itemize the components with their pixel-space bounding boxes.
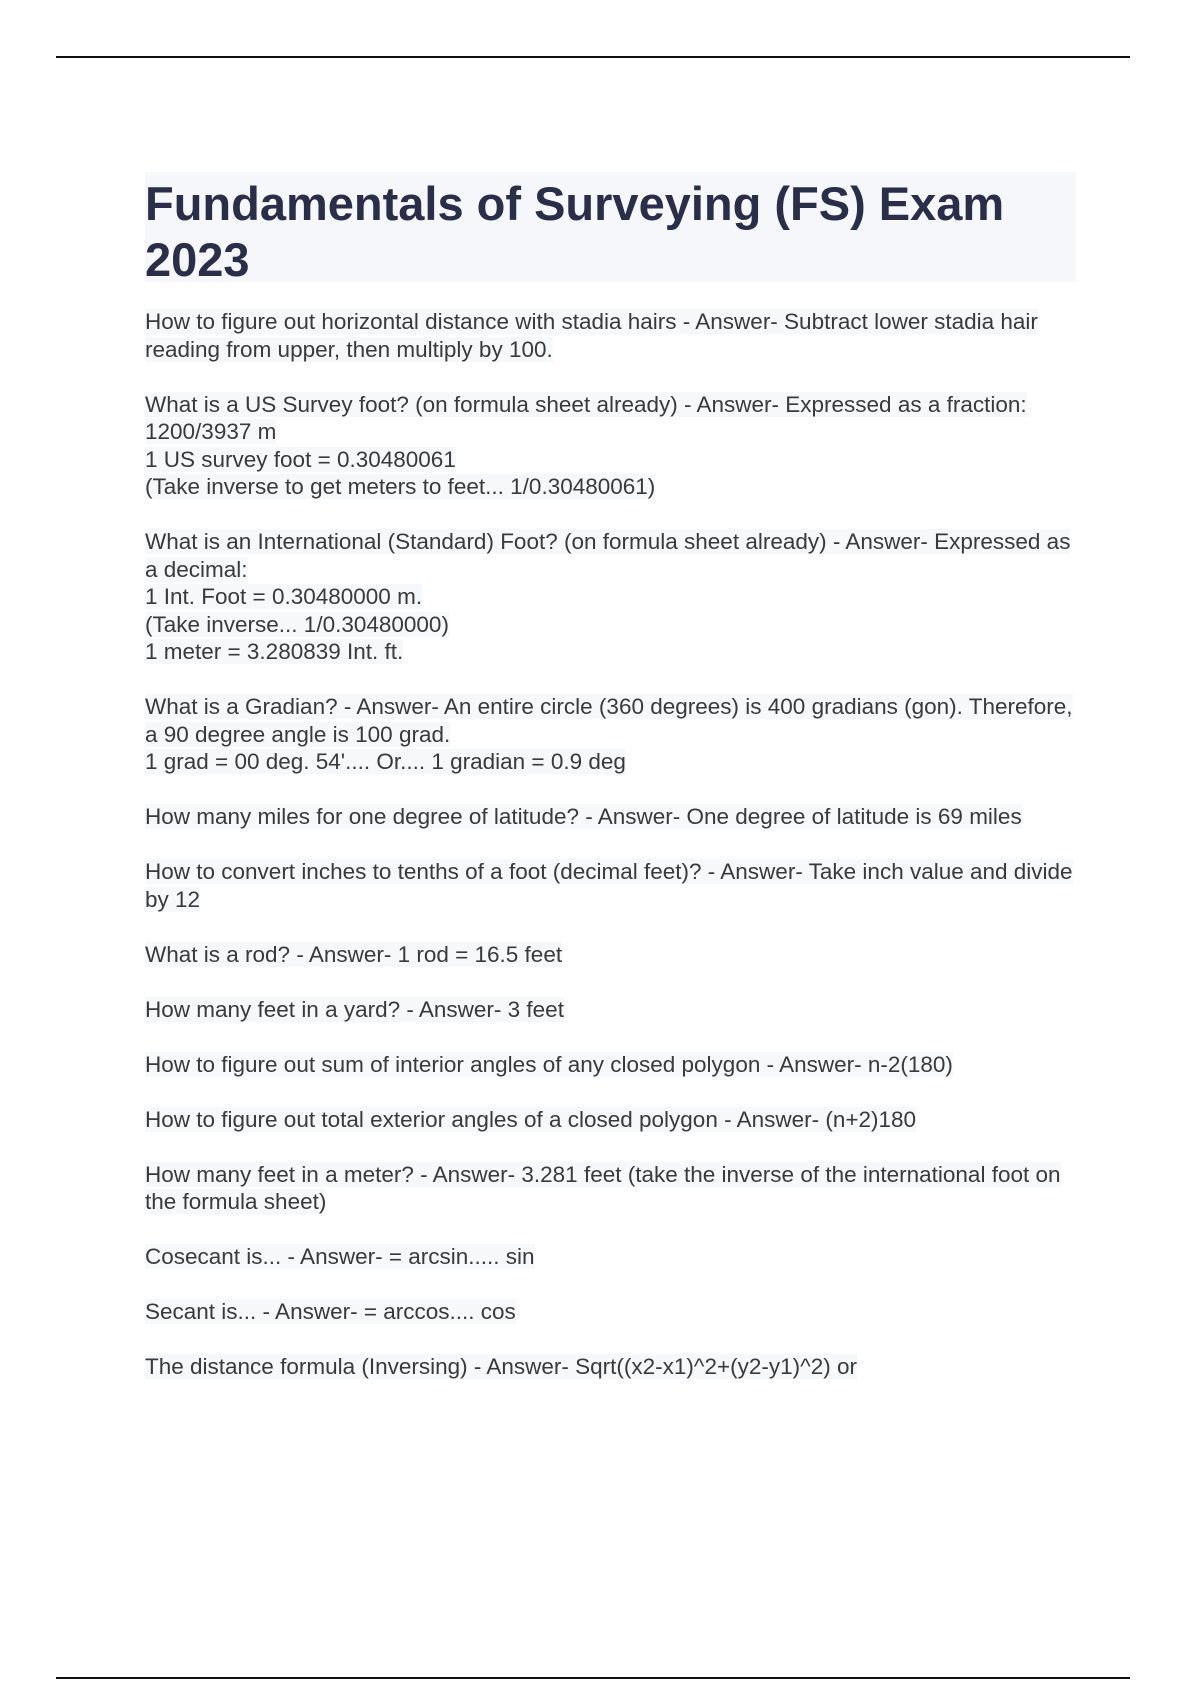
qa-line: How many miles for one degree of latitude? - Answer- One degree of latitude is 69 miles	[145, 804, 1022, 829]
qa-list	[145, 308, 1085, 1408]
header-rule	[56, 56, 1130, 58]
qa-line: What is an International (Standard) Foot? (on formula sheet already) - Answer- Expressed as a decimal:	[145, 529, 1071, 582]
qa-line: What is a Gradian? - Answer- An entire circle (360 degrees) is 400 gradians (gon). Therefore, a 90 degree angle is 100 grad.	[145, 694, 1073, 747]
qa-line: How to figure out total exterior angles of a closed polygon - Answer- (n+2)180	[145, 1106, 917, 1132]
qa-item	[145, 996, 1085, 1024]
qa-line: Secant is... - Answer- = arccos.... cos	[145, 1299, 516, 1324]
qa-line: What is a rod? - Answer- 1 rod = 16.5 feet	[145, 941, 563, 967]
qa-item	[145, 1106, 1085, 1134]
qa-item	[145, 803, 1085, 831]
qa-item	[145, 693, 1085, 776]
qa-item	[145, 1161, 1085, 1216]
qa-item	[145, 941, 1085, 969]
qa-line: How to figure out sum of interior angles of any closed polygon - Answer- n-2(180)	[145, 1051, 953, 1077]
footer-rule	[56, 1677, 1130, 1679]
qa-line: (Take inverse... 1/0.30480000)	[145, 611, 449, 637]
qa-line: 1 Int. Foot = 0.30480000 m.	[145, 584, 423, 609]
qa-item	[145, 1298, 1085, 1326]
qa-item	[145, 1353, 1085, 1381]
qa-line: How to figure out horizontal distance with stadia hairs - Answer- Subtract lower stadia hair reading from upper, then multiply by 100.	[145, 309, 1038, 362]
qa-item	[145, 1243, 1085, 1271]
qa-line: 1 US survey foot = 0.30480061	[145, 446, 456, 472]
qa-line: How many feet in a yard? - Answer- 3 feet	[145, 996, 564, 1022]
qa-line: How to convert inches to tenths of a foot (decimal feet)? - Answer- Take inch value and divide by 12	[145, 859, 1073, 912]
qa-line: Cosecant is... - Answer- = arcsin..... sin	[145, 1244, 535, 1269]
qa-item	[145, 858, 1085, 913]
qa-line: (Take inverse to get meters to feet... 1/0.30480061)	[145, 474, 656, 499]
qa-item	[145, 1051, 1085, 1079]
qa-line: How many feet in a meter? - Answer- 3.281 feet (take the inverse of the international foot on the formula sheet)	[145, 1161, 1061, 1214]
qa-line: 1 grad = 00 deg. 54'.... Or.... 1 gradian = 0.9 deg	[145, 749, 626, 774]
qa-item	[145, 308, 1085, 363]
qa-line: The distance formula (Inversing) - Answer- Sqrt((x2-x1)^2+(y2-y1)^2) or	[145, 1354, 857, 1379]
qa-line: 1 meter = 3.280839 Int. ft.	[145, 639, 404, 664]
qa-line: What is a US Survey foot? (on formula sheet already) - Answer- Expressed as a fraction: 1200/3937 m	[145, 391, 1027, 444]
document-title: Fundamentals of Surveying (FS) Exam 2023	[145, 177, 1005, 286]
title-block	[145, 172, 1076, 286]
qa-item	[145, 528, 1085, 666]
qa-item	[145, 391, 1085, 501]
